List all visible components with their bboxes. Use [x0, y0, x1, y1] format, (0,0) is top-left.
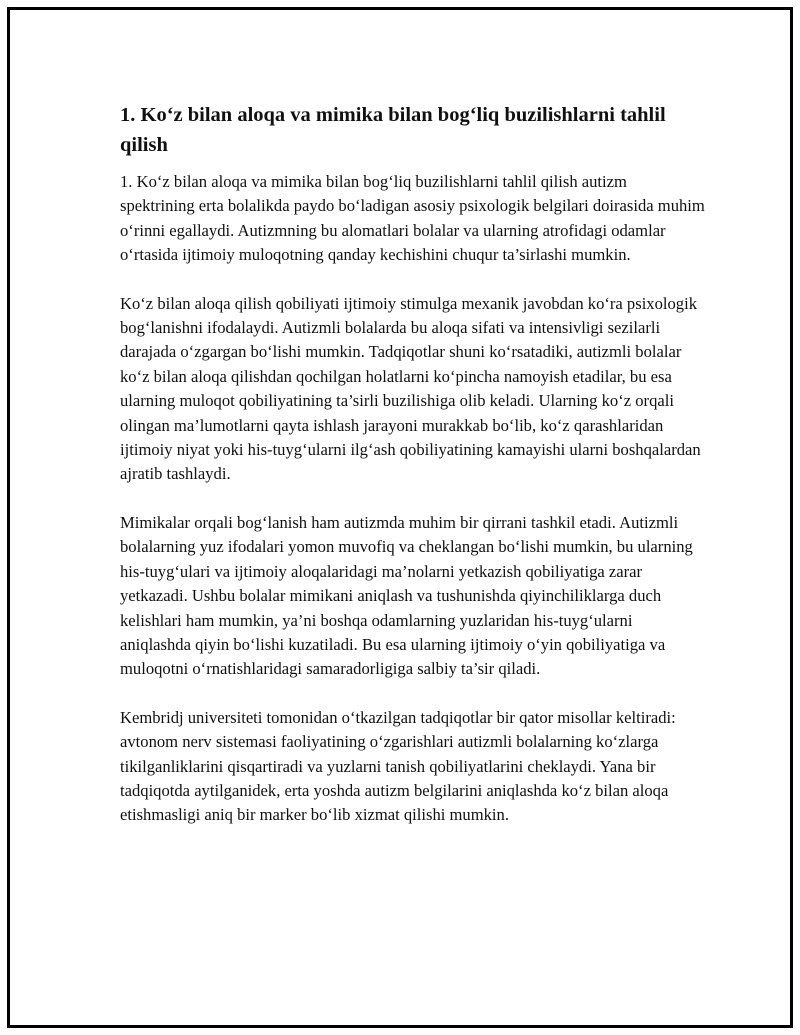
document-body	[120, 100, 705, 852]
page-frame	[7, 7, 793, 1028]
paragraph-eye-contact: Ko‘z bilan aloqa qilish qobiliyati ijtimoiy stimulga mexanik javobdan ko‘ra psixologik bog‘lanishni ifodalaydi. Autizmli bolalarda bu aloqa sifati va intensivligi sezilarli darajada o‘zgargan bo‘lishi mumkin. Tadqiqotlar shuni ko‘rsatadiki, autizmli bolalar ko‘z bilan aloqa qilishdan qochilgan holatlarni ko‘pincha namoyish etadilar, bu esa ularning muloqot qobiliyatining ta’sirli buzilishiga olib keladi. Ularning ko‘z orqali olingan ma’lumotlarni qayta ishlash jarayoni murakkab bo‘lib, ko‘z qarashlaridan ijtimoiy niyat yoki his-tuyg‘ularni ilg‘ash qobiliyatining kamayishi ularni boshqalardan ajratib tashlaydi.	[120, 293, 701, 484]
paragraph-facial-expressions: Mimikalar orqali bog‘lanish ham autizmda muhim bir qirrani tashkil etadi. Autizmli bolalarning yuz ifodalari yomon muvofiq va cheklangan bo‘lishi mumkin, bu ularning his-tuyg‘ulari va ijtimoiy aloqalaridagi ma’nolarni yetkazish qobiliyatiga zarar yetkazadi. Ushbu bolalar mimikani aniqlash va tushunishda qiyinchiliklarga duch kelishlari ham mumkin, ya’ni boshqa odamlarning yuzlaridan his-tuyg‘ularni aniqlashda qiyin bo‘lishi kuzatiladi. Bu esa ularning ijtimoiy o‘yin qobiliyatiga va muloqotni o‘rnatishlaridagi samaradorligiga salbiy ta’sir qiladi.	[120, 512, 693, 679]
paragraph-intro: 1. Ko‘z bilan aloqa va mimika bilan bog‘liq buzilishlarni tahlil qilish autizm spektrining erta bolalikda paydo bo‘ladigan asosiy psixologik belgilari doirasida muhim o‘rinni egallaydi. Autizmning bu alomatlari bolalar va ularning atrofidagi odamlar o‘rtasida ijtimoiy muloqotning qanday kechishini chuqur ta’sirlashi mumkin.	[120, 172, 705, 265]
paragraph-cambridge-research: Kembridj universiteti tomonidan o‘tkazilgan tadqiqotlar bir qator misollar keltiradi: avtonom nerv sistemasi faoliyatining o‘zgarishlari autizmli bolalarning ko‘zlarga tikilganliklarini qisqartiradi va yuzlarni tanish qobiliyatlarini cheklaydi. Yana bir tadqiqotda aytilganidek, erta yoshda autizm belgilarini aniqlashda ko‘z bilan aloqa etishmasligi aniq bir marker bo‘lib xizmat qilishi mumkin.	[120, 707, 676, 825]
section-heading: 1. Ko‘z bilan aloqa va mimika bilan bog‘liq buzilishlarni tahlil qilish	[120, 104, 666, 156]
